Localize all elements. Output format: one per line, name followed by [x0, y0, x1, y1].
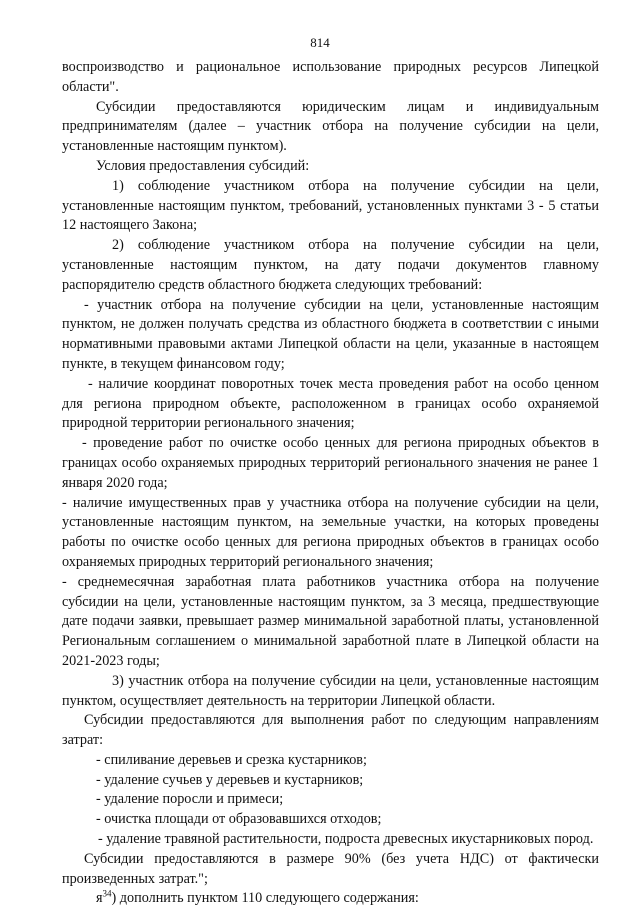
list-item: - очистка площади от образовавшихся отходов;	[96, 811, 382, 828]
list-item: - удаление сучьев у деревьев и кустарников;	[96, 771, 364, 788]
paragraph: 2) соблюдение участником отбора на получение субсидии на цели, установленные настоящим пунктом, на дату подачи документов главному распорядителю средств областного бюджета следующих требований:	[62, 237, 599, 293]
amendment-text: ) дополнить пунктом 110 следующего содержания:	[111, 890, 419, 907]
paragraph: - наличие координат поворотных точек места проведения работ на особо ценном для региона природном объекте, расположенном в границах особо охраняемой природной территории регионального значения;	[62, 375, 599, 432]
paragraph: 3) участник отбора на получение субсидии на цели, установленные настоящим пунктом, осуществляет деятельность на территории Липецкой области.	[62, 672, 599, 709]
list-item: - удаление поросли и примеси;	[96, 791, 284, 808]
amendment-superscript: 34	[102, 888, 112, 899]
paragraph: Субсидии предоставляются в размере 90% (без учета НДС) от фактически произведенных затрат.";	[62, 850, 599, 887]
paragraph: - наличие имущественных прав у участника отбора на получение субсидии на цели, установленные настоящим пунктом, на земельные участки, на которых проведены работы по очистке особо ценных для региона природных объектов в границах особо охраняемых природных территорий регионального значения;	[62, 494, 599, 570]
paragraph: - участник отбора на получение субсидии на цели, установленные настоящим пунктом, не должен получать средства из областного бюджета в соответствии с иными нормативными правовыми актами Липецкой области на цели, указанные в настоящем пункте, в текущем финансовом году;	[62, 296, 599, 372]
document-body	[62, 58, 599, 909]
list-item: - спиливание деревьев и срезка кустарников;	[96, 751, 367, 768]
paragraph: - среднемесячная заработная плата работников участника отбора на получение субсидии на цели, установленные настоящим пунктом, за 3 месяца, предшествующие дате подачи заявки, превышает размер минимальной заработной платы, установленной Региональным соглашением о минимальной заработной плате в Липецкой области на 2021-2023 годы;	[62, 573, 599, 669]
paragraph: Субсидии предоставляются юридическим лицам и индивидуальным предпринимателям (далее – участник отбора на получение субсидии на цели, установленные настоящим пунктом).	[62, 98, 599, 155]
list-item: - удаление травяной растительности, подроста древесных икустарниковых пород.	[98, 831, 594, 848]
paragraph: воспроизводство и рациональное использование природных ресурсов Липецкой области".	[62, 59, 599, 95]
paragraph: - проведение работ по очистке особо ценных для региона природных объектов в границах особо охраняемых природных территорий регионального значения не ранее 1 января 2020 года;	[62, 435, 599, 491]
paragraph: Субсидии предоставляются для выполнения работ по следующим направлениям затрат:	[62, 712, 599, 749]
paragraph: 1) соблюдение участником отбора на получение субсидии на цели, установленные настоящим пунктом, требований, установленных пунктами 3 - 5 статьи 12 настоящего Закона;	[62, 177, 599, 234]
paragraph-amendment	[62, 889, 599, 909]
amendment-prefix: я	[96, 890, 103, 907]
paragraph: Условия предоставления субсидий:	[96, 157, 310, 174]
page-number: 814	[310, 35, 330, 50]
